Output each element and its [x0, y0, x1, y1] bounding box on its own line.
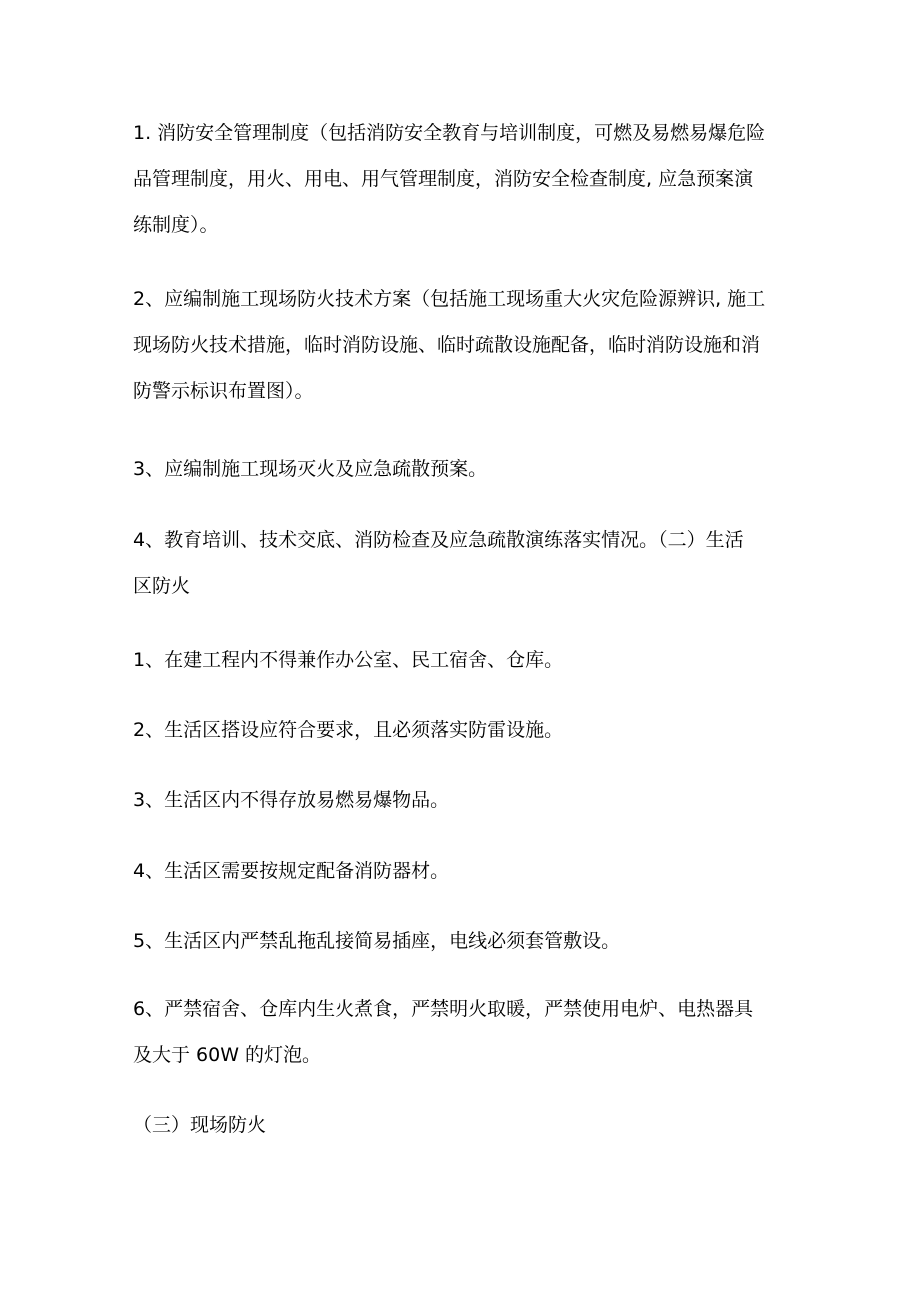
paragraph-line: 练制度）。	[133, 214, 219, 236]
paragraph-living-area-item-2	[133, 707, 793, 753]
paragraph-living-area-item-4	[133, 848, 793, 894]
paragraph-line: （三）现场防火	[133, 1114, 267, 1136]
paragraph-living-area-item-5	[133, 918, 793, 964]
paragraph-line: 2、应编制施工现场防火技术方案（包括施工现场重大火灾危险源辨识, 施工	[133, 288, 766, 310]
paragraph-line: 4、生活区需要按规定配备消防器材。	[133, 860, 450, 882]
paragraph-living-area-item-1	[133, 637, 793, 683]
paragraph-line: 6、严禁宿舍、仓库内生火煮食，严禁明火取暖，严禁使用电炉、电热器具	[133, 998, 754, 1020]
paragraph-line: 2、生活区搭设应符合要求，且必须落实防雷设施。	[133, 719, 564, 741]
paragraph-fire-safety-management-system	[133, 110, 793, 248]
paragraph-line: 3、生活区内不得存放易燃易爆物品。	[133, 789, 450, 811]
paragraph-living-area-item-6	[133, 986, 793, 1078]
paragraph-line: 1、在建工程内不得兼作办公室、民工宿舍、仓库。	[133, 649, 564, 671]
paragraph-training-and-drills	[133, 517, 793, 609]
paragraph-fire-prevention-technical-plan	[133, 276, 793, 414]
paragraph-emergency-evacuation-plan	[133, 446, 793, 492]
paragraph-line: 区防火	[133, 575, 191, 597]
paragraph-line: 4、教育培训、技术交底、消防检查及应急疏散演练落实情况。（二）生活	[133, 529, 744, 551]
paragraph-living-area-item-3	[133, 777, 793, 823]
paragraph-line: 1. 消防安全管理制度（包括消防安全教育与培训制度，可燃及易燃易爆危险	[133, 122, 766, 144]
paragraph-line: 防警示标识布置图）。	[133, 380, 314, 402]
paragraph-line: 3、应编制施工现场灭火及应急疏散预案。	[133, 458, 488, 480]
paragraph-line: 品管理制度，用火、用电、用气管理制度，消防安全检查制度, 应急预案演	[133, 168, 754, 190]
paragraph-line: 5、生活区内严禁乱拖乱接简易插座，电线必须套管敷设。	[133, 930, 621, 952]
paragraph-line: 及大于 60W 的灯泡。	[133, 1044, 322, 1066]
section-heading-site-fire-prevention	[133, 1102, 793, 1148]
paragraph-line: 现场防火技术措施，临时消防设施、临时疏散设施配备，临时消防设施和消	[133, 334, 761, 356]
